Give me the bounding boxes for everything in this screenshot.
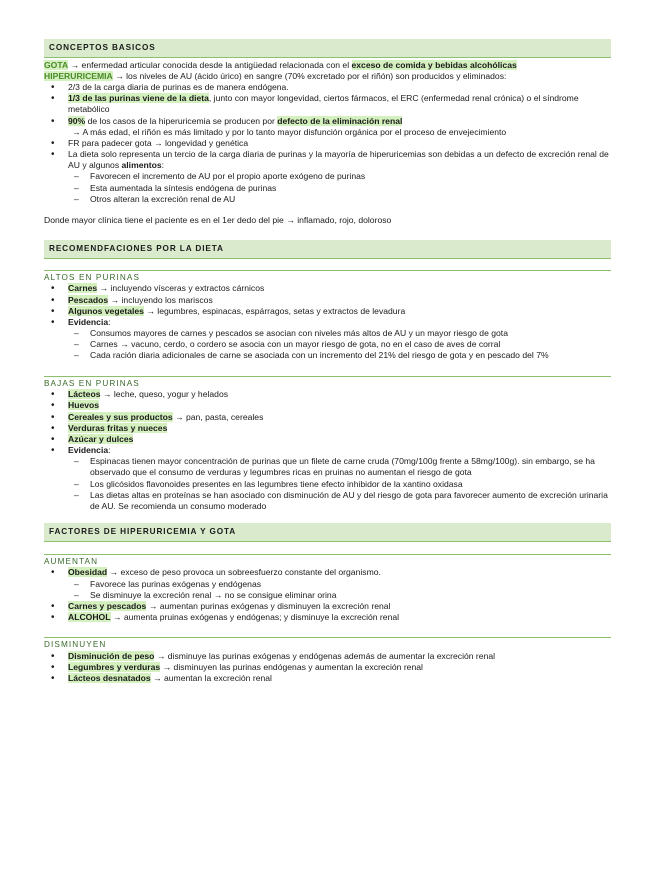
list-item xyxy=(44,412,611,423)
list-item-bold: Evidencia xyxy=(68,316,109,327)
subheading-aumentan: AUMENTAN xyxy=(44,554,611,568)
list-item-bold: Legumbres y verduras xyxy=(68,662,161,673)
sub-list-item xyxy=(44,456,611,478)
list-item xyxy=(44,445,611,456)
gota-definition xyxy=(44,60,611,71)
list-item-text: FR para padecer gota → longevidad y genética xyxy=(68,137,249,148)
list-item-text: 2/3 de la carga diaria de purinas es de manera endógena. xyxy=(68,82,289,92)
list-item xyxy=(44,306,611,317)
list-item-text: → incluyendo vísceras y extractos cárnicos xyxy=(97,283,265,294)
list-item xyxy=(44,400,611,411)
list-item xyxy=(44,138,611,149)
sub-list-item xyxy=(44,350,611,361)
list-item-bold: alimentos xyxy=(121,160,162,171)
sub-list-item-text: Los glicósidos flavonoides presentes en las legumbres tiene efecto inhibidor de la xantino oxidasa xyxy=(90,478,463,489)
sub-list-item-text: Espinacas tienen mayor concentración de purinas que un filete de carne cruda (70mg/100g frente a 58mg/100g). sin embargo, se ha observado que el consumo de verduras y legumbres ricas en pruinas no aumentan el riesgo de gota xyxy=(90,456,595,478)
sub-list-item-text: Cada ración diaria adicionales de carne se asociada con un incremento del 21% del riesgo de gota y en pescado del 7% xyxy=(90,350,549,361)
list-item-text: → aumentan la excreción renal xyxy=(150,673,272,684)
list-item-bold: Algunos vegetales xyxy=(68,305,144,316)
list-item-text: La dieta solo representa un tercio de la carga diaria de purinas y la mayoría de hiperuricemias son debidas a un defecto de excreción renal de AU y algunos xyxy=(68,149,609,171)
list-item xyxy=(44,93,611,115)
sub-list-item xyxy=(44,490,611,512)
sub-list-item xyxy=(44,328,611,339)
bajas-list xyxy=(44,389,611,512)
section-heading-conceptos: CONCEPTOS BASICOS xyxy=(44,39,611,58)
list-item xyxy=(44,389,611,400)
list-item xyxy=(44,567,611,578)
sub-list-item xyxy=(44,339,611,350)
gota-bold: exceso de comida y bebidas alcohólicas xyxy=(351,59,517,70)
list-item-text: → disminuye las purinas exógenas y endógenas además de aumentar la excreción renal xyxy=(154,650,496,661)
sub-list-item xyxy=(44,194,611,205)
list-item-text: : xyxy=(161,160,165,171)
section-heading-factores: FACTORES DE HIPERURICEMIA Y GOTA xyxy=(44,523,611,542)
subheading-altos: ALTOS EN PURINAS xyxy=(44,270,611,284)
sub-list-item xyxy=(44,183,611,194)
list-item xyxy=(44,317,611,328)
sub-list-item-text: Esta aumentada la síntesis endógena de purinas xyxy=(90,182,277,193)
sub-list-item xyxy=(44,171,611,182)
list-item xyxy=(44,116,611,127)
list-item xyxy=(44,434,611,445)
list-item xyxy=(44,662,611,673)
list-item-text: → aumenta pruinas exógenas y endógenas; y disminuye la excreción renal xyxy=(110,612,400,623)
document-page xyxy=(0,39,655,887)
list-item xyxy=(44,601,611,612)
sub-list-item xyxy=(44,579,611,590)
sub-list-item xyxy=(44,590,611,601)
list-item-bold: Lácteos desnatados xyxy=(68,673,151,684)
list-item-text: → exceso de peso provoca un sobreesfuerzo constante del organismo. xyxy=(107,567,381,578)
list-item-bold: Carnes xyxy=(68,283,98,294)
hiperuricemia-definition xyxy=(44,71,611,82)
list-item-bold: Disminución de peso xyxy=(68,650,155,661)
gota-text: → enfermedad articular conocida desde la antigüedad relacionada con el xyxy=(70,59,352,70)
sub-list-item-text: Consumos mayores de carnes y pescados se asocian con niveles más altos de AU y un mayor riesgo de gota xyxy=(90,328,508,339)
list-item-text: → pan, pasta, cereales xyxy=(172,411,264,422)
gota-label: GOTA xyxy=(44,59,69,70)
list-item-text: : xyxy=(108,445,111,456)
list-item-text: → A más edad, el riñón es más limitado y por lo tanto mayor disfunción orgánica por el proceso de envejecimiento xyxy=(72,126,507,137)
list-item-text: → legumbres, espinacas, espárragos, setas y extractos de levadura xyxy=(143,305,406,316)
subheading-disminuyen: DISMINUYEN xyxy=(44,637,611,651)
conceptos-list xyxy=(44,82,611,205)
list-item xyxy=(44,149,611,171)
sub-list-item-text: Se disminuye la excreción renal → no se consigue eliminar orina xyxy=(90,589,337,600)
hiperuricemia-text: → los niveles de AU (ácido úrico) en sangre (70% excretado por el riñón) son producidos y eliminados: xyxy=(115,70,507,81)
list-item-text: → leche, queso, yogur y helados xyxy=(100,389,229,400)
list-item xyxy=(44,612,611,623)
sub-list-item xyxy=(44,479,611,490)
sub-list-item-text: Favorecen el incremento de AU por el propio aporte exógeno de purinas xyxy=(90,171,366,182)
altos-list xyxy=(44,283,611,361)
list-item-note xyxy=(44,127,611,138)
sub-list-item-text: Las dietas altas en proteínas se han asociado con disminución de AU y del riesgo de gota para favorecer aumento de excreción urinaria de AU. Se recomienda un consumo moderado xyxy=(90,489,608,511)
list-item-text: → aumentan purinas exógenas y disminuyen la excreción renal xyxy=(146,600,391,611)
subheading-bajas: BAJAS EN PURINAS xyxy=(44,376,611,390)
list-item-text: , junto con mayor longevidad, ciertos fármacos, el ERC (enfermedad renal crónica) o el síndrome metabólico xyxy=(68,93,579,115)
conceptos-footer: Donde mayor clínica tiene el paciente es en el 1er dedo del pie → inflamado, rojo, doloroso xyxy=(44,214,392,225)
list-item-text: de los casos de la hiperuricemia se producen por xyxy=(85,115,278,126)
list-item-text: : xyxy=(108,316,111,327)
list-item xyxy=(44,673,611,684)
list-item-bold: Cereales y sus productos xyxy=(68,411,173,422)
sub-list-item-text: Favorece las purinas exógenas y endógenas xyxy=(90,578,262,589)
list-item-bold: Lácteos xyxy=(68,389,101,400)
hiperuricemia-label: HIPERURICEMIA xyxy=(44,70,113,81)
list-item xyxy=(44,82,611,93)
list-item-bold: Carnes y pescados xyxy=(68,600,147,611)
list-item-bold: Huevos xyxy=(68,400,100,411)
section-heading-recomendaciones: RECOMENDFACIONES POR LA DIETA xyxy=(44,240,611,259)
list-item-bold: Evidencia xyxy=(68,445,109,456)
list-item-bold: Pescados xyxy=(68,294,109,305)
aumentan-list xyxy=(44,567,611,623)
list-item-text: → disminuyen las purinas endógenas y aumentan la excreción renal xyxy=(160,662,423,673)
list-item-bold: ALCOHOL xyxy=(68,612,111,623)
list-item-bold: 1/3 de las purinas viene de la dieta xyxy=(68,93,209,104)
disminuyen-list xyxy=(44,651,611,685)
list-item xyxy=(44,295,611,306)
sub-list-item-text: Carnes → vacuno, cerdo, o cordero se asocia con un mayor riesgo de gota, no en el caso de aves de corral xyxy=(90,339,501,350)
list-item-bold: defecto de la eliminación renal xyxy=(277,115,403,126)
list-item xyxy=(44,283,611,294)
list-item-bold: 90% xyxy=(68,115,86,126)
list-item-bold: Obesidad xyxy=(68,567,108,578)
list-item-bold: Verduras fritas y nueces xyxy=(68,422,168,433)
list-item-bold: Azúcar y dulces xyxy=(68,433,134,444)
list-item xyxy=(44,651,611,662)
list-item-text: → incluyendo los mariscos xyxy=(108,294,213,305)
sub-list-item-text: Otros alteran la excreción renal de AU xyxy=(90,193,236,204)
list-item xyxy=(44,423,611,434)
